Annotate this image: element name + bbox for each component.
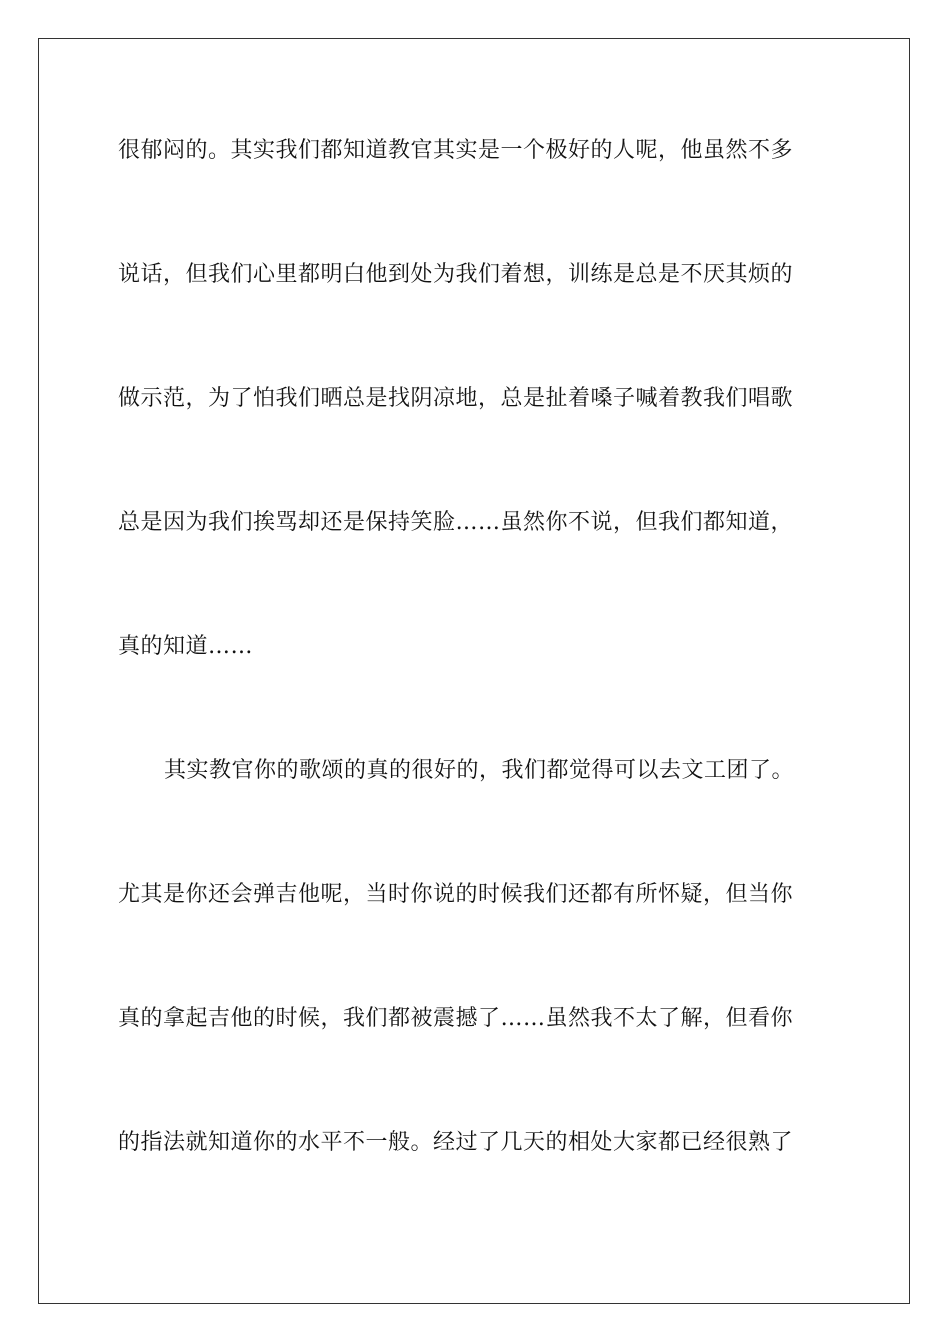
text-line-5: 真的知道…… xyxy=(118,634,254,659)
text-line-4: 总是因为我们挨骂却还是保持笑脸……虽然你不说，但我们都知道， xyxy=(118,510,794,535)
text-line-3: 做示范，为了怕我们晒总是找阴凉地，总是扯着嗓子喊着教我们唱歌 xyxy=(118,386,794,411)
text-line-1: 很郁闷的。其实我们都知道教官其实是一个极好的人呢，他虽然不多 xyxy=(118,138,794,163)
text-line-8: 真的拿起吉他的时候，我们都被震撼了……虽然我不太了解，但看你 xyxy=(118,1006,794,1031)
text-line-6-paragraph-start: 其实教官你的歌颂的真的很好的，我们都觉得可以去文工团了。 xyxy=(164,758,795,783)
page-frame xyxy=(38,38,910,1304)
text-line-9: 的指法就知道你的水平不一般。经过了几天的相处大家都已经很熟了 xyxy=(118,1130,794,1155)
text-line-2: 说话，但我们心里都明白他到处为我们着想，训练是总是不厌其烦的 xyxy=(118,262,794,287)
text-line-7: 尤其是你还会弹吉他呢，当时你说的时候我们还都有所怀疑，但当你 xyxy=(118,882,794,907)
